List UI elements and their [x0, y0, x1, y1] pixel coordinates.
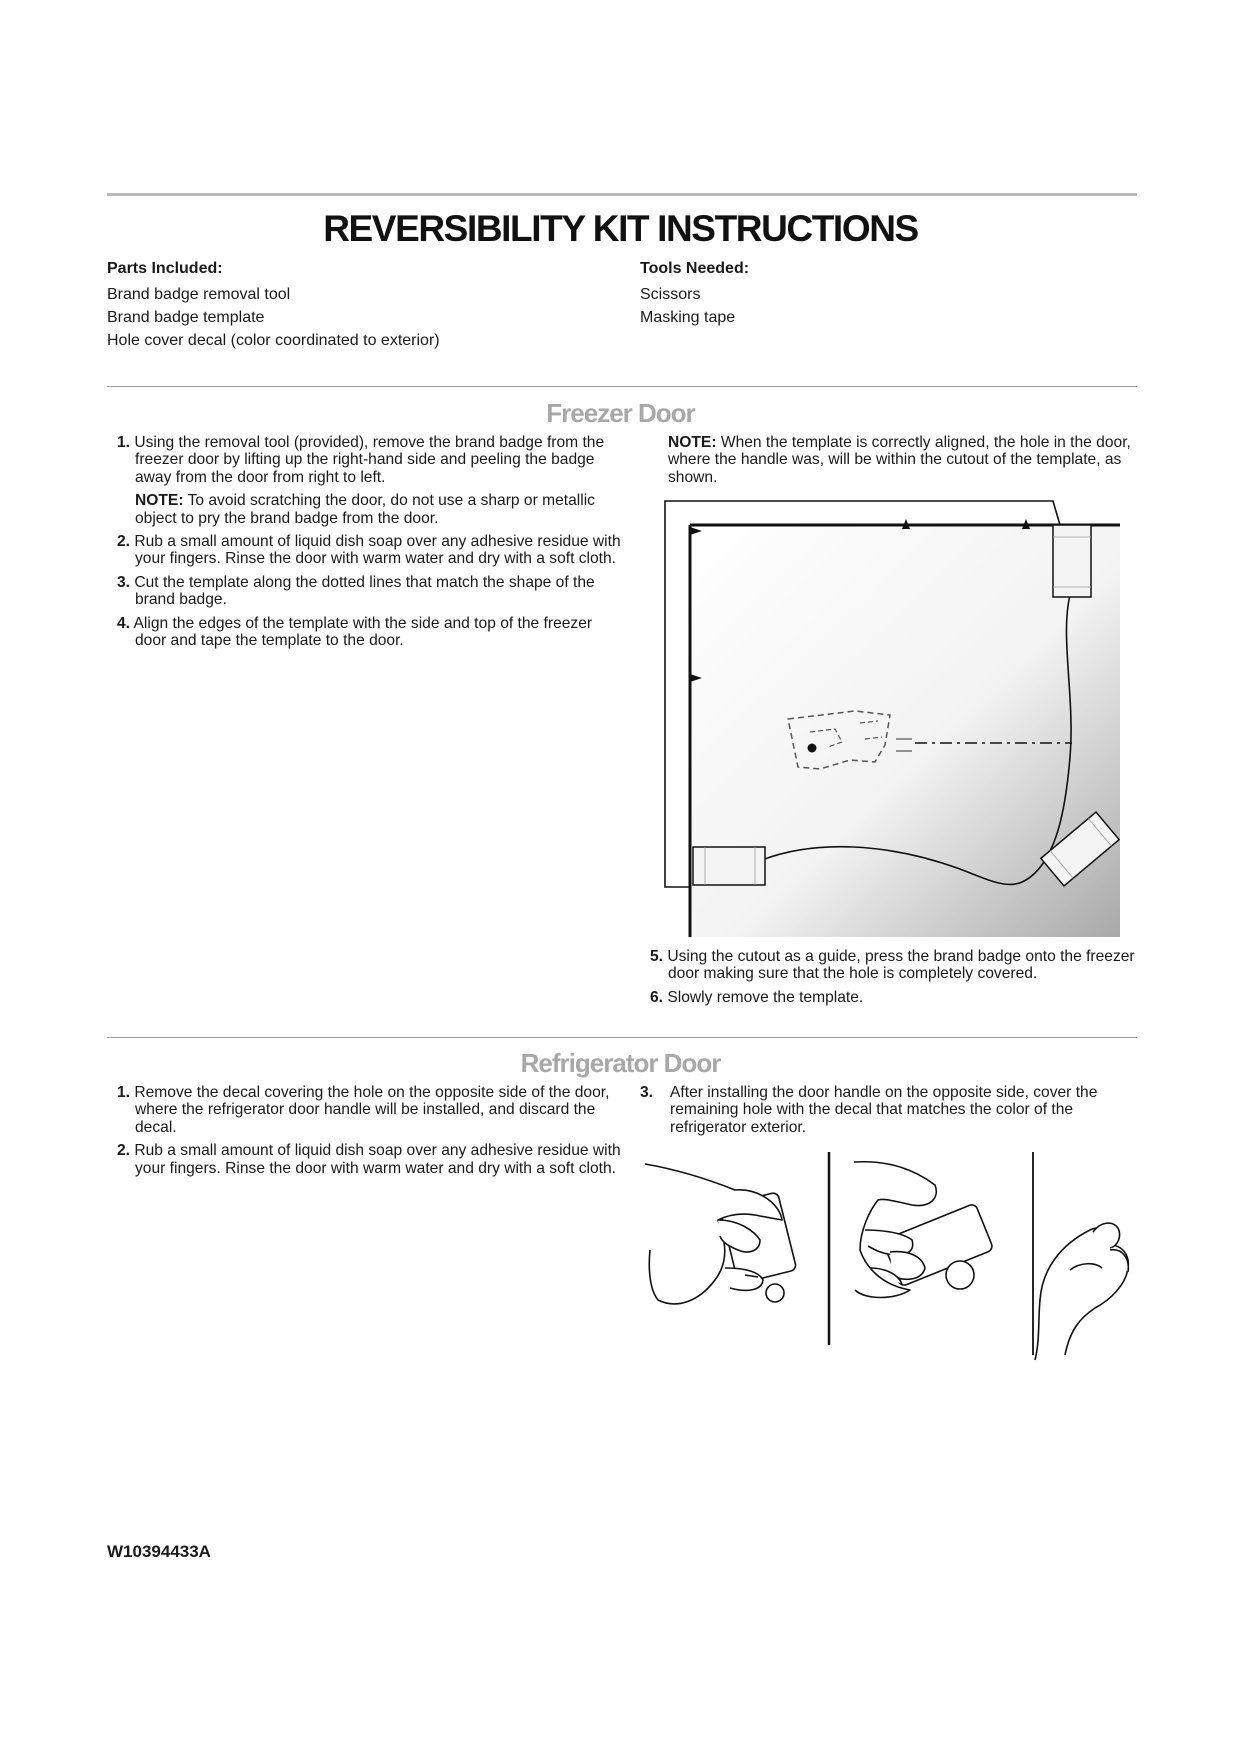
top-rule — [107, 193, 1137, 196]
refrigerator-door-title: Refrigerator Door — [520, 1048, 721, 1078]
section-divider — [107, 1037, 1137, 1038]
hand-removing-decal — [645, 1164, 797, 1304]
template-alignment-illustration — [660, 497, 1120, 937]
freezer-step-2: 2. Rub a small amount of liquid dish soap over any adhesive residue with your fingers. Rinse the door with warm water and dry with a soft cloth. — [117, 533, 621, 568]
freezer-door-title: Freezer Door — [546, 398, 695, 428]
parts-heading: Parts Included: — [107, 260, 223, 277]
parts-item: Brand badge removal tool — [107, 286, 291, 303]
freezer-step-4: 4. Align the edges of the template with the side and top of the freezer door and tape the template to the door. — [117, 614, 593, 650]
freezer-step-5: 5. Using the cutout as a guide, press the brand badge onto the freezer door making sure that the hole is completely covered. — [650, 948, 1135, 983]
page-title: REVERSIBILITY KIT INSTRUCTIONS — [323, 208, 918, 249]
tape-piece — [1053, 525, 1091, 597]
parts-item: Hole cover decal (color coordinated to exterior) — [107, 332, 440, 349]
freezer-steps-final — [640, 948, 1140, 1006]
tools-item: Scissors — [640, 286, 701, 303]
tape-piece — [693, 847, 765, 885]
tools-item: Masking tape — [640, 309, 736, 326]
parts-included — [107, 260, 440, 352]
refrigerator-step-3: 3. After installing the door handle on the opposite side, cover the remaining hole with the decal that matches the color of the refrigerator exterior. — [640, 1084, 1098, 1136]
handle-hole — [808, 744, 817, 753]
section-divider — [107, 386, 1137, 387]
freezer-note-2: NOTE: When the template is correctly aligned, the hole in the door, where the handle was, will be within the cutout of the template, as shown. — [668, 434, 1131, 486]
hand-peeling-decal — [854, 1162, 994, 1298]
refrigerator-steps — [107, 1084, 627, 1177]
freezer-step-3: 3. Cut the template along the dotted lines that match the shape of the brand badge. — [117, 573, 595, 609]
freezer-step-1: 1. Using the removal tool (provided), remove the brand badge from the freezer door by lifting up the right-hand side and peeling the badge away from the door from right to left. — [117, 434, 605, 486]
parts-item: Brand badge template — [107, 309, 265, 326]
freezer-steps — [107, 434, 627, 649]
freezer-note-1: NOTE: To avoid scratching the door, do not use a sharp or metallic object to pry the brand badge from the door. — [135, 492, 595, 527]
freezer-step-6: 6. Slowly remove the template. — [650, 988, 864, 1006]
document-id: W10394433A — [107, 1542, 211, 1561]
decal-application-illustration — [640, 1150, 1140, 1370]
hand-applying-decal — [1033, 1152, 1128, 1360]
tools-needed — [640, 260, 749, 329]
refrigerator-step-1: 1. Remove the decal covering the hole on the opposite side of the door, where the refrigerator door handle will be installed, and discard the decal. — [117, 1084, 610, 1136]
tools-heading: Tools Needed: — [640, 260, 750, 277]
refrigerator-step-2: 2. Rub a small amount of liquid dish soap over any adhesive residue with your fingers. Rinse the door with warm water and dry with a soft cloth. — [117, 1142, 621, 1177]
